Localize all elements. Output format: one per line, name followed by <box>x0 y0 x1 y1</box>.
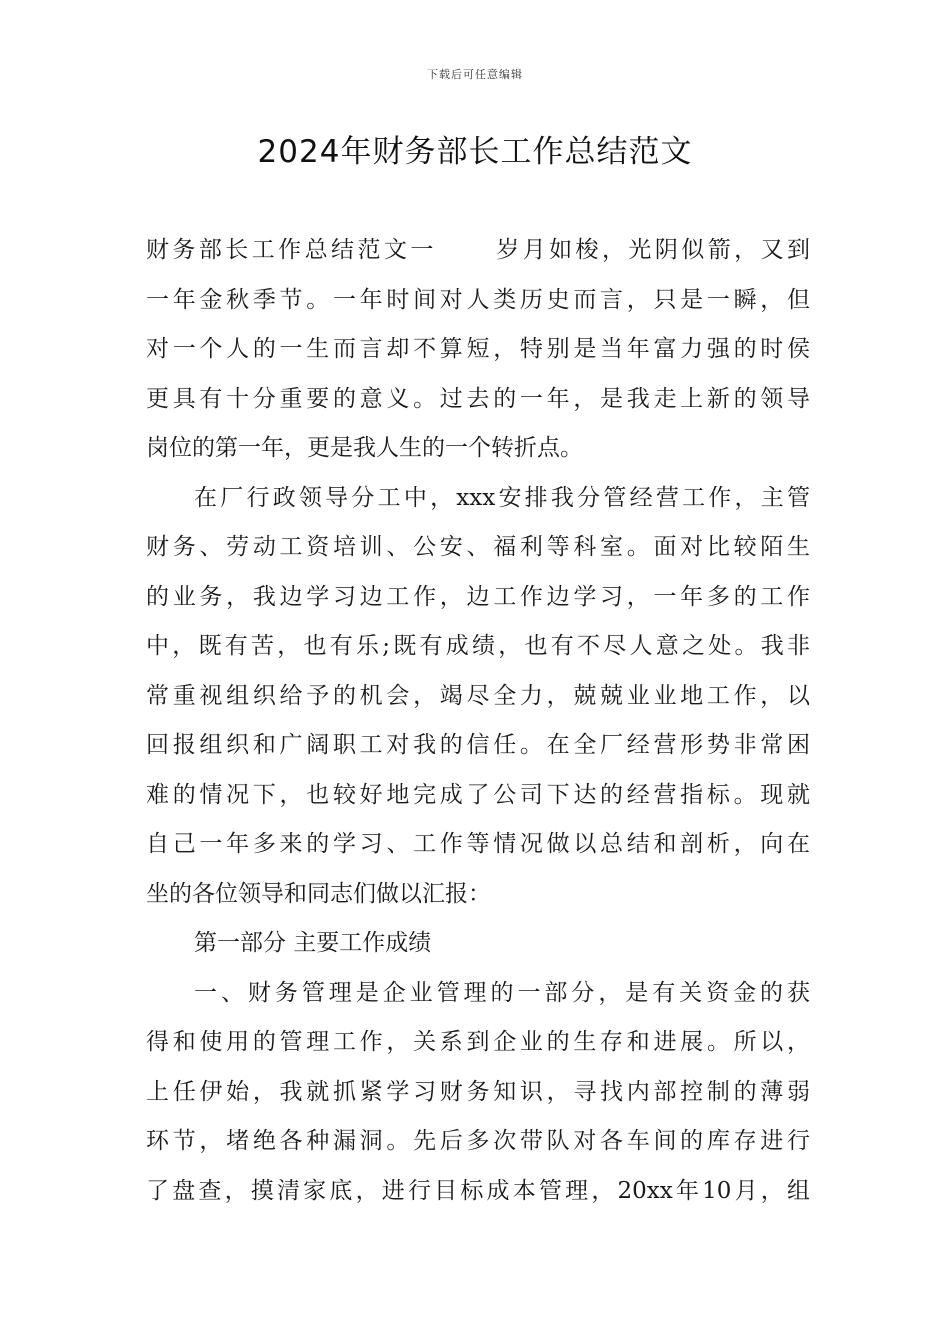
header-note: 下载后可任意编辑 <box>427 68 523 81</box>
body-line: 难的情况下，也较好地完成了公司下达的经营指标。现就 <box>146 781 810 808</box>
body-line: 环节，堵绝各种漏洞。先后多次带队对各车间的库存进行 <box>146 1128 810 1154</box>
document-title: 2024年财务部长工作总结范文 <box>257 134 693 170</box>
body-line: 更具有十分重要的意义。过去的一年，是我走上新的领导 <box>146 385 810 412</box>
body-line: 岗位的第一年，更是我人生的一个转折点。 <box>146 435 583 461</box>
body-line: 自己一年多来的学习、工作等情况做以总结和剖析，向在 <box>146 831 810 857</box>
body-line: 了盘查，摸清家底，进行目标成本管理，20xx年10月，组 <box>146 1177 810 1204</box>
body-line: 得和使用的管理工作，关系到企业的生存和进展。所以， <box>146 1029 810 1055</box>
body-line: 在厂行政领导分工中，xxx安排我分管经营工作，主管 <box>194 484 810 511</box>
heading-inline: 财务部长工作总结范文一 <box>146 237 437 263</box>
body-line: 一、财务管理是企业管理的一部分，是有关资金的获 <box>194 979 810 1006</box>
body-line: 中，既有苦，也有乐;既有成绩，也有不尽人意之处。我非 <box>146 633 810 659</box>
body-line: 坐的各位领导和同志们做以汇报： <box>146 880 491 907</box>
body-line: 上任伊始，我就抓紧学习财务知识，寻找内部控制的薄弱 <box>146 1078 810 1105</box>
body-line: 常重视组织给予的机会，竭尽全力，兢兢业业地工作，以 <box>146 682 810 709</box>
document-body <box>146 226 810 1216</box>
paragraph-text: 岁月如梭，光阴似箭，又到 <box>492 237 810 263</box>
body-line: 的业务，我边学习边工作，边工作边学习，一年多的工作 <box>146 583 810 610</box>
body-line: 回报组织和广阔职工对我的信任。在全厂经营形势非常困 <box>146 732 810 758</box>
body-line: 财务、劳动工资培训、公安、福利等科室。面对比较陌生 <box>146 534 810 560</box>
body-line: 一年金秋季节。一年时间对人类历史而言，只是一瞬，但 <box>146 286 810 313</box>
body-line <box>146 226 810 276</box>
section-heading: 第一部分 主要工作成绩 <box>194 930 432 956</box>
body-line: 对一个人的一生而言却不算短，特别是当年富力强的时侯 <box>146 336 810 362</box>
